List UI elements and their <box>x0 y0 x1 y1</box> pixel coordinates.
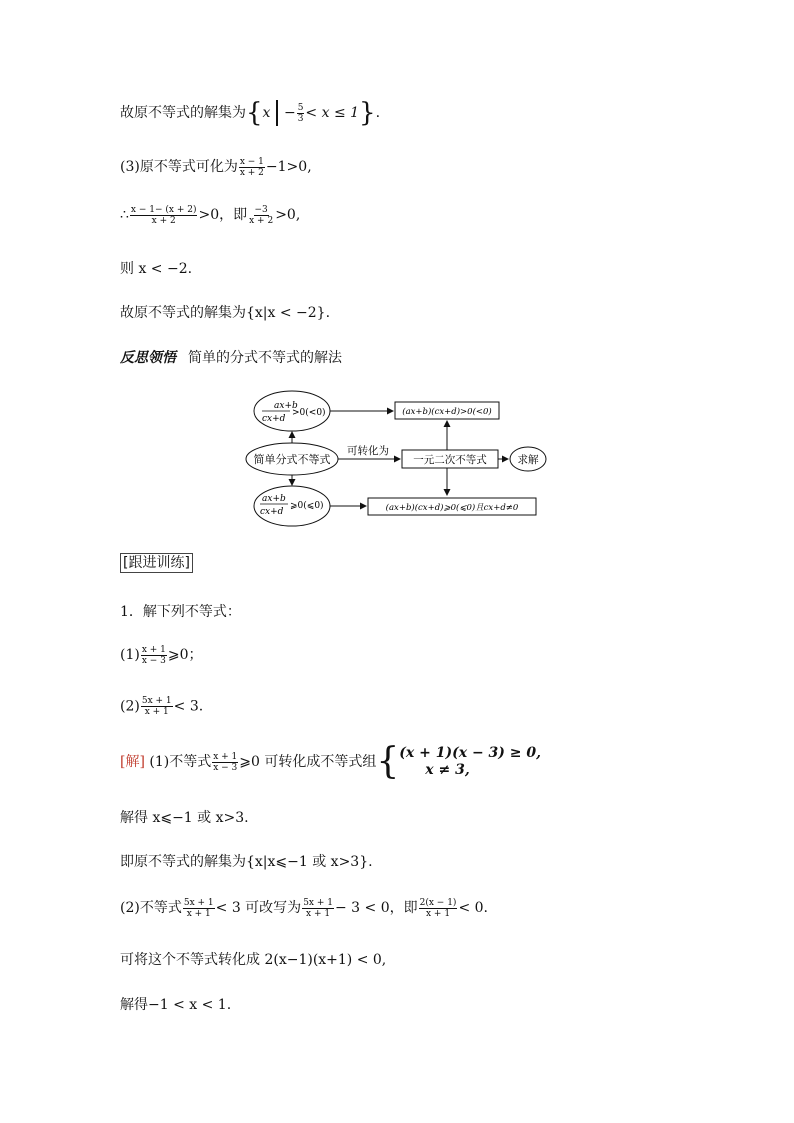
text-end: >0, <box>275 207 301 223</box>
top-box-label: (ax+b)(cx+d)>0(<0) <box>402 407 492 417</box>
bottom-den: cx+d <box>260 507 284 517</box>
step-3-line <box>120 156 312 178</box>
text-prefix: (3)原不等式可化为 <box>120 159 238 175</box>
text-prefix: (2)不等式 <box>120 900 182 916</box>
text-mid: < 3 可改写为 <box>215 900 302 916</box>
set-bar <box>276 100 278 126</box>
solve-label: 求解 <box>517 454 539 466</box>
fraction: $\frac{x + 1}{x - 3}$ <box>213 751 238 773</box>
center-label: 简单分式不等式 <box>253 453 331 466</box>
solution-tag: [解] <box>120 754 145 770</box>
mid-box-label: 一元二次不等式 <box>413 454 487 466</box>
solve-line-3: 可将这个不等式转化成 2(x−1)(x+1) < 0, <box>120 952 387 968</box>
fraction-5-3: $\frac{5}{3}$ <box>297 102 304 124</box>
period: . <box>375 105 381 121</box>
top-rel: >0(<0) <box>292 408 326 418</box>
inequality: < x ≤ 1 <box>305 105 360 121</box>
question-1a <box>120 644 203 666</box>
solve-line-1: 解得 x⩽−1 或 x>3. <box>120 810 249 826</box>
fraction: $\frac{x - 1}{x + 2}$ <box>239 156 264 178</box>
solution-2-line <box>120 897 488 919</box>
fraction: $\frac{x + 1}{x - 3}$ <box>141 644 166 666</box>
solve-line-2: 即原不等式的解集为{x|x⩽−1 或 x>3}. <box>120 854 373 870</box>
text-rest: −1>0, <box>265 159 312 175</box>
arrow-label: 可转化为 <box>347 445 389 457</box>
text-mid: >0，即 <box>198 207 248 223</box>
fraction: $\frac{5x + 1}{x + 1}$ <box>303 897 333 919</box>
item-number: (1) <box>120 647 140 663</box>
fraction: $\frac{-3}{x + 2}$ <box>249 204 274 226</box>
left-brace: { <box>246 98 263 128</box>
item-number: (2) <box>120 698 140 715</box>
result-line: 则 x < −2. <box>120 261 193 277</box>
reflect-heading <box>120 347 342 367</box>
therefore-line <box>120 204 300 226</box>
solve-line-4: 解得−1 < x < 1. <box>120 997 232 1013</box>
bottom-rel: ⩾0(⩽0) <box>290 501 324 511</box>
therefore-symbol: ∴ <box>120 207 129 223</box>
text-mid-2: − 3 < 0，即 <box>334 900 418 916</box>
top-den: cx+d <box>262 414 286 424</box>
reflect-title: 简单的分式不等式的解法 <box>188 350 342 366</box>
solution-1-line <box>120 741 542 782</box>
bottom-box-label: (ax+b)(cx+d)⩾0(⩽0)且cx+d≠0 <box>385 503 519 513</box>
bottom-num: ax+b <box>262 494 286 504</box>
practice-tag: [跟进训练] <box>120 553 193 573</box>
text-mid: ⩾0 可转化成不等式组 <box>239 754 377 770</box>
system-line-1: (x + 1)(x − 3) ≥ 0, <box>399 745 542 761</box>
flow-diagram <box>240 384 560 534</box>
fraction: $\frac{5x + 1}{x + 1}$ <box>141 696 172 717</box>
top-num: ax+b <box>274 401 298 411</box>
right-brace: } <box>359 98 376 128</box>
reflect-label: 反思领悟 <box>120 350 176 366</box>
question-1b <box>120 696 203 717</box>
solution-set-line-1 <box>120 98 380 128</box>
text-end: < 0. <box>458 900 488 916</box>
system-line-2: x ≠ 3, <box>425 762 470 778</box>
fraction: $\frac{2(x - 1)}{x + 1}$ <box>419 897 457 919</box>
text-end: ⩾0； <box>167 647 203 663</box>
set-variable: x <box>262 105 271 121</box>
minus-sign: − <box>283 105 296 121</box>
fraction: $\frac{x - 1- (x + 2)}{x + 2}$ <box>130 204 197 226</box>
system-brace: { <box>376 741 400 782</box>
practice-heading <box>120 553 193 573</box>
solution-set-line-2: 故原不等式的解集为{x|x < −2}. <box>120 305 331 321</box>
text-end: < 3. <box>173 698 204 715</box>
inequality-system <box>399 745 541 779</box>
fraction: $\frac{5x + 1}{x + 1}$ <box>183 897 214 919</box>
text-prefix: (1)不等式 <box>144 754 212 770</box>
question-1: 1．解下列不等式： <box>120 604 241 620</box>
text-prefix: 故原不等式的解集为 <box>120 105 246 121</box>
